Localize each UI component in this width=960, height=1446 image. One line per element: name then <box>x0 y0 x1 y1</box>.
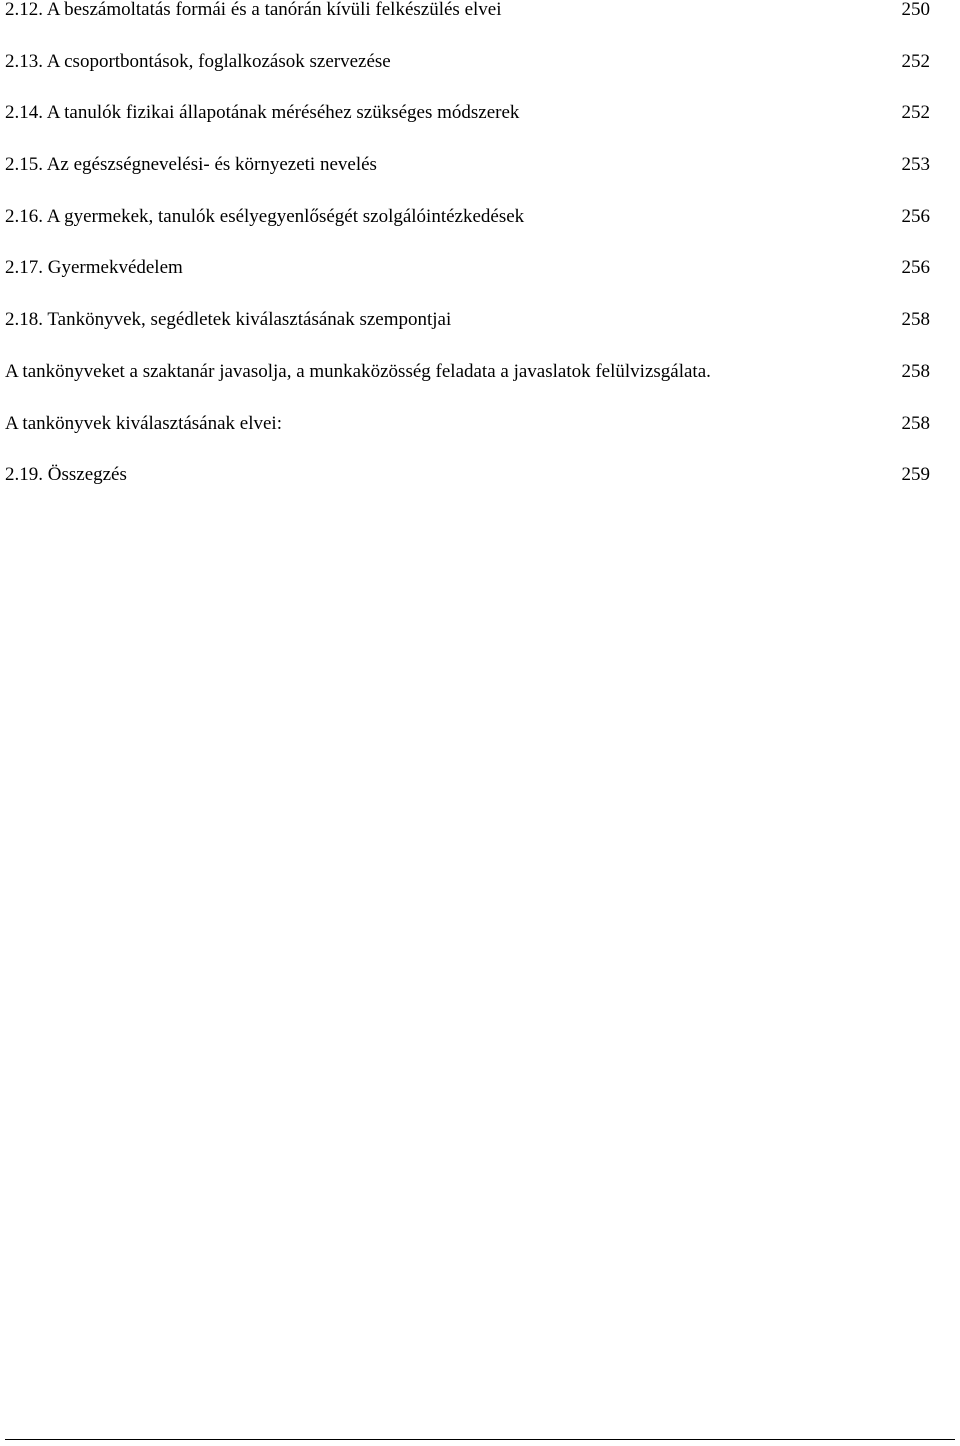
toc-entry-title[interactable]: 2.12. A beszámoltatás formái és a tanórán kívüli felkészülés elvei <box>5 0 502 20</box>
toc-entry[interactable] <box>5 310 930 362</box>
toc-entry[interactable] <box>5 0 930 52</box>
toc-entry-title[interactable]: A tankönyvek kiválasztásának elvei: <box>5 412 282 434</box>
page-bottom-rule <box>5 1439 955 1440</box>
toc-entry-title[interactable]: 2.14. A tanulók fizikai állapotának méréséhez szükséges módszerek <box>5 102 520 124</box>
toc-entry-title[interactable]: 2.16. A gyermekek, tanulók esélyegyenlőségét szolgálóintézkedések <box>5 205 525 227</box>
toc-entry[interactable] <box>5 207 930 259</box>
toc-entry[interactable] <box>5 465 930 517</box>
toc-entry[interactable] <box>5 258 930 310</box>
toc-entry[interactable] <box>5 103 930 155</box>
toc-entry-page: 256 <box>901 257 930 279</box>
toc-entry-page: 256 <box>901 205 930 227</box>
toc-entry-page: 258 <box>901 412 930 434</box>
toc-entry-title[interactable]: 2.13. A csoportbontások, foglalkozások szervezése <box>5 50 391 72</box>
toc-entry[interactable] <box>5 155 930 207</box>
toc-entry-title[interactable]: 2.17. Gyermekvédelem <box>5 257 183 279</box>
toc-entry-title[interactable]: 2.18. Tankönyvek, segédletek kiválasztásának szempontjai <box>5 309 452 331</box>
toc-entry[interactable] <box>5 362 930 414</box>
toc-entry-page: 258 <box>901 360 930 382</box>
toc-entry-page: 259 <box>901 464 930 486</box>
toc-entry-page: 252 <box>901 102 930 124</box>
table-of-contents <box>5 0 930 517</box>
toc-entry-page: 252 <box>901 50 930 72</box>
toc-entry-title[interactable]: A tankönyveket a szaktanár javasolja, a munkaközösség feladata a javaslatok felülvizsgálata. <box>5 360 711 382</box>
toc-entry-page: 258 <box>901 309 930 331</box>
toc-entry-title[interactable]: 2.19. Összegzés <box>5 464 127 486</box>
toc-entry[interactable] <box>5 414 930 466</box>
toc-entry-title[interactable]: 2.15. Az egészségnevelési- és környezeti nevelés <box>5 154 377 176</box>
toc-entry-page: 250 <box>901 0 930 20</box>
toc-entry[interactable] <box>5 52 930 104</box>
toc-entry-page: 253 <box>901 154 930 176</box>
